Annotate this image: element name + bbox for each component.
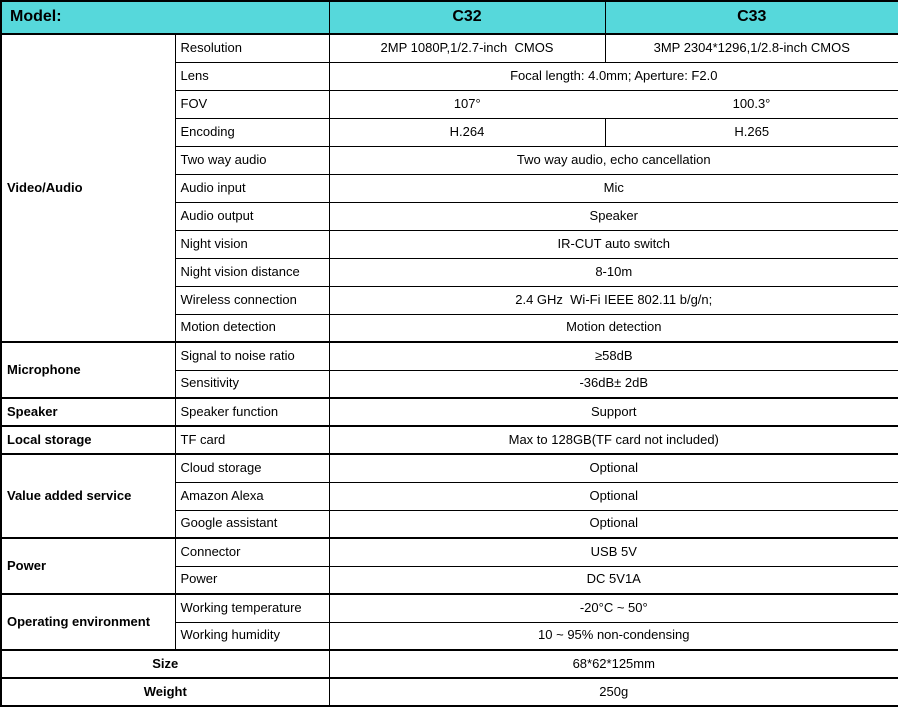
table-row-tf-card: [1, 426, 898, 454]
spec-value-resolution-c32: 2MP 1080P,1/2.7-inch CMOS: [329, 34, 605, 62]
spec-value-night-vision: IR-CUT auto switch: [329, 230, 898, 258]
spec-label-night-vision-distance: Night vision distance: [175, 258, 329, 286]
spec-label-speaker-function: Speaker function: [175, 398, 329, 426]
spec-value-amazon-alexa: Optional: [329, 482, 898, 510]
table-row-weight: [1, 678, 898, 706]
spec-label-encoding: Encoding: [175, 118, 329, 146]
table-row-resolution: [1, 34, 898, 62]
spec-value-tf-card: Max to 128GB(TF card not included): [329, 426, 898, 454]
spec-label-night-vision: Night vision: [175, 230, 329, 258]
table-row-signal-to-noise: [1, 342, 898, 370]
spec-value-wireless-connection: 2.4 GHz Wi-Fi IEEE 802.11 b/g/n;: [329, 286, 898, 314]
spec-value-night-vision-distance: 8-10m: [329, 258, 898, 286]
spec-value-resolution-c33: 3MP 2304*1296,1/2.8-inch CMOS: [605, 34, 898, 62]
spec-label-cloud-storage: Cloud storage: [175, 454, 329, 482]
spec-value-audio-input: Mic: [329, 174, 898, 202]
spec-label-connector: Connector: [175, 538, 329, 566]
group-cell-video-audio: Video/Audio: [1, 34, 175, 342]
spec-value-lens: Focal length: 4.0mm; Aperture: F2.0: [329, 62, 898, 90]
spec-label-motion-detection: Motion detection: [175, 314, 329, 342]
spec-value-two-way-audio: Two way audio, echo cancellation: [329, 146, 898, 174]
group-cell-microphone: Microphone: [1, 342, 175, 398]
spec-label-google-assistant: Google assistant: [175, 510, 329, 538]
table-row-speaker-function: [1, 398, 898, 426]
spec-label-working-humidity: Working humidity: [175, 622, 329, 650]
group-cell-power: Power: [1, 538, 175, 594]
column-header-c32: C32: [329, 1, 605, 34]
spec-label-weight: Weight: [1, 678, 329, 706]
spec-label-tf-card: TF card: [175, 426, 329, 454]
spec-label-sensitivity: Sensitivity: [175, 370, 329, 398]
table-row-cloud-storage: [1, 454, 898, 482]
spec-value-fov-c33: 100.3°: [605, 90, 898, 118]
spec-value-cloud-storage: Optional: [329, 454, 898, 482]
spec-label-signal-to-noise: Signal to noise ratio: [175, 342, 329, 370]
spec-label-resolution: Resolution: [175, 34, 329, 62]
header-row: [1, 1, 898, 34]
spec-value-working-humidity: 10 ~ 95% non-condensing: [329, 622, 898, 650]
spec-label-amazon-alexa: Amazon Alexa: [175, 482, 329, 510]
group-cell-local-storage: Local storage: [1, 426, 175, 454]
spec-value-encoding-c32: H.264: [329, 118, 605, 146]
spec-label-fov: FOV: [175, 90, 329, 118]
group-cell-value-added-service: Value added service: [1, 454, 175, 538]
spec-value-fov-c32: 107°: [329, 90, 605, 118]
column-header-c33: C33: [605, 1, 898, 34]
table-row-working-temperature: [1, 594, 898, 622]
spec-value-encoding-c33: H.265: [605, 118, 898, 146]
group-cell-speaker: Speaker: [1, 398, 175, 426]
model-header-cell: Model:: [1, 1, 329, 34]
table-row-size: [1, 650, 898, 678]
spec-value-power: DC 5V1A: [329, 566, 898, 594]
spec-label-audio-input: Audio input: [175, 174, 329, 202]
spec-value-motion-detection: Motion detection: [329, 314, 898, 342]
spec-value-sensitivity: -36dB± 2dB: [329, 370, 898, 398]
spec-value-google-assistant: Optional: [329, 510, 898, 538]
spec-label-wireless-connection: Wireless connection: [175, 286, 329, 314]
spec-label-size: Size: [1, 650, 329, 678]
spec-label-audio-output: Audio output: [175, 202, 329, 230]
spec-value-speaker-function: Support: [329, 398, 898, 426]
spec-value-size: 68*62*125mm: [329, 650, 898, 678]
spec-value-weight: 250g: [329, 678, 898, 706]
spec-label-two-way-audio: Two way audio: [175, 146, 329, 174]
spec-label-working-temperature: Working temperature: [175, 594, 329, 622]
group-cell-operating-environment: Operating environment: [1, 594, 175, 650]
spec-label-lens: Lens: [175, 62, 329, 90]
spec-label-power: Power: [175, 566, 329, 594]
spec-value-connector: USB 5V: [329, 538, 898, 566]
spec-value-signal-to-noise: ≥58dB: [329, 342, 898, 370]
spec-value-audio-output: Speaker: [329, 202, 898, 230]
spec-value-working-temperature: -20°C ~ 50°: [329, 594, 898, 622]
table-row-connector: [1, 538, 898, 566]
